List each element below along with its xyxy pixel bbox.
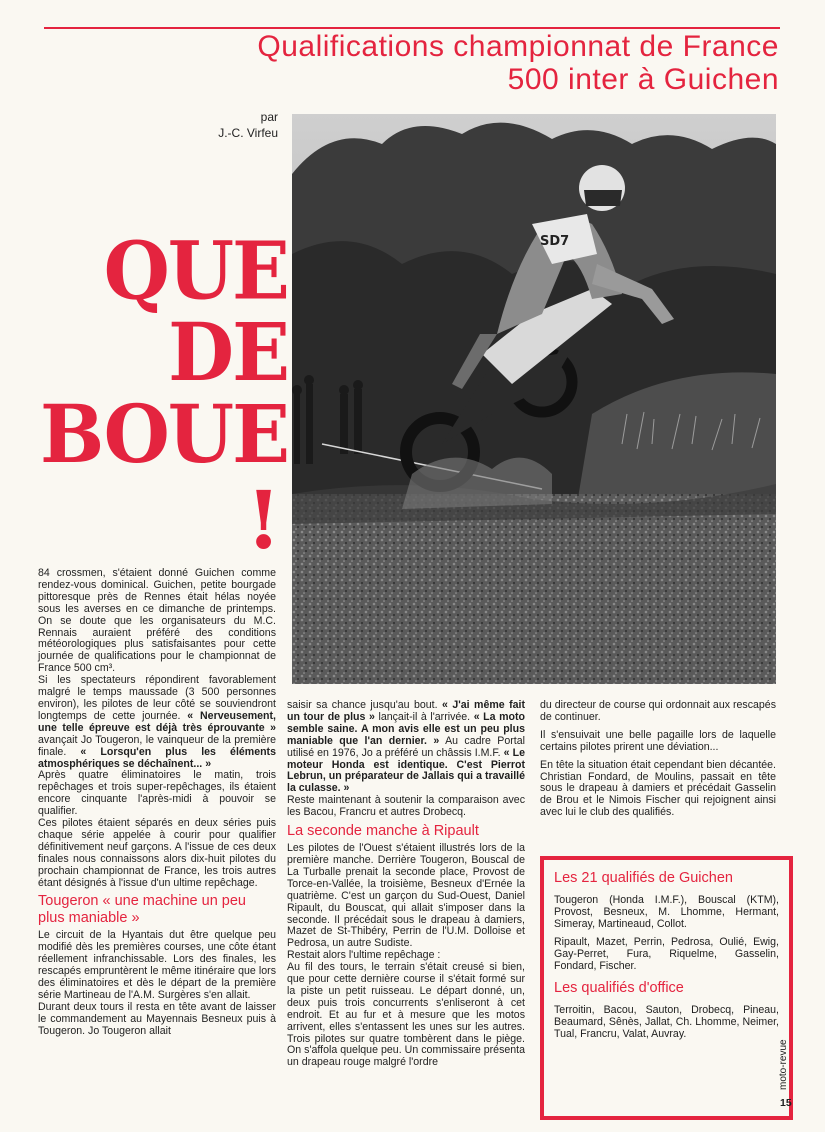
paragraph <box>38 675 276 770</box>
qualified-list-1: Tougeron (Honda I.M.F.), Bouscal (KTM), Provost, Besneux, M. Lhomme, Hermant, Simeray, Martineaud, Collot. <box>554 894 779 930</box>
paragraph: Il s'ensuivait une belle pagaille lors de laquelle certains pilotes prirent une déviation... <box>540 728 776 753</box>
box-heading-office: Les qualifiés d'office <box>554 980 684 996</box>
headline-line-1: QUE <box>103 223 288 318</box>
text-run: saisir sa chance jusqu'au bout. <box>287 699 442 711</box>
paragraph: Durant deux tours il resta en tête avant de laisser le commandement au Mayennais Besneux puis à Tougeron. Jo Tougeron allait <box>38 1000 276 1037</box>
quote: « La moto semble saine. A mon avis elle est un peu plus maniable que l'an dernier. » <box>287 710 525 747</box>
headline-exclamation: ! <box>246 473 282 567</box>
paragraph <box>287 700 525 795</box>
paragraph: Restait alors l'ultime repêchage : <box>287 949 441 962</box>
text-run: lançait-il à l'arrivée. <box>374 710 474 723</box>
motocross-photo <box>292 114 776 684</box>
paragraph: du directeur de course qui ordonnait aux rescapés de continuer. <box>540 699 776 723</box>
headline-line-2: DE <box>168 305 288 400</box>
subheading-ripault: La seconde manche à Ripault <box>287 823 479 840</box>
article-column-3 <box>540 700 776 819</box>
qualified-riders-box <box>540 856 793 1120</box>
photo-illustration <box>292 114 776 684</box>
paragraph: Le circuit de la Hyantais dut être quelque peu modifié dès les premières courses, une côte étant réellement infranchissable. Lors des finales, les rescapés empruntèrent le même itinéraire que lors des éliminatoires et dès le départ de la première série Martineau de l'A.M. Surgères s'en allait. <box>38 929 276 1001</box>
rider-bib: SD7 <box>540 234 570 249</box>
box-heading-qualified: Les 21 qualifiés de Guichen <box>554 870 733 886</box>
text-run: avançait Jo Tougeron, le vainqueur de la première finale. <box>38 733 276 758</box>
magazine-name-text: moto-revue <box>778 1039 789 1090</box>
quote: « Nerveusement, une telle épreuve est déjà très éprouvante » <box>38 709 276 734</box>
subheading-tougeron: Tougeron « une machine un peu plus maniable » <box>38 893 246 927</box>
paragraph: 84 crossmen, s'étaient donné Guichen comme rendez-vous dominical. Guichen, petite bourgade pittoresque près de Rennes était hélas noyée sous les averses en ce dimanche de printemps. On se doute que les organisateurs du M.C. Rennais auraient préféré des conditions météorologiques plus satisfaisantes pour cette journée de qualifications pour le championnat de France 500 cm³. <box>38 567 276 675</box>
top-rule <box>44 27 780 29</box>
headline <box>38 223 288 481</box>
title-line-2: 500 inter à Guichen <box>507 63 779 96</box>
article-title <box>139 30 779 96</box>
magazine-name <box>778 1030 792 1090</box>
page-number: 15 <box>780 1097 792 1109</box>
article-column-2 <box>287 700 525 1069</box>
quote: « J'ai même fait un tour de plus » <box>287 699 525 723</box>
qualified-list-2: Ripault, Mazet, Perrin, Pedrosa, Oulié, Ewig, Gay-Perret, Fura, Riquelme, Gasselin, Fondard, Fischer. <box>554 936 779 972</box>
paragraph: Les pilotes de l'Ouest s'étaient illustrés lors de la première manche. Derrière Tougeron, Bouscal de La Turballe prenait la seconde place, Provost de Torce-en-Vallée, la troisième, Besneux d'Ernée la quatrième. C'est un garçon du Sud-Ouest, Daniel Ripault, du Bouscat, qui allait s'imposer dans la seconde. Il précédait sous le drapeau à damiers, Mazet de St-Thibéry, Perrin de l'U.M. Dolloise et Pedrosa, un autre Sudiste. <box>287 842 525 950</box>
paragraph: En tête la situation était cependant bien décantée. Christian Fondard, de Moulins, passait en tête sous le drapeau à damiers et précédait Gasselin de Brou et le Nimois Fischer qui rejoignent ainsi avec lui le club des qualifiés. <box>540 758 776 819</box>
paragraph: Après quatre éliminatoires le matin, trois repêchages et trois super-repêchages, ils étaient encore cinquante l'après-midi à pouvoir se qualifier. <box>38 769 276 818</box>
quote: « Lorsqu'en plus les éléments atmosphériques se déchaînent... » <box>38 745 276 770</box>
article-column-1 <box>38 568 276 1038</box>
qualified-office-list: Terroitin, Bacou, Sauton, Drobecq, Pineau, Beaumard, Sênès, Jallat, Ch. Lhomme, Neimer, Tual, Francru, Valat, Auvray. <box>554 1004 779 1040</box>
byline <box>218 109 278 141</box>
title-line-1: Qualifications championnat de France <box>257 30 779 63</box>
byline-author: J.-C. Virfeu <box>218 126 278 140</box>
quote: « Le moteur Honda est identique. C'est Pierrot Lebrun, un préparateur de Jallais qui a travaillé la culasse. » <box>287 746 525 795</box>
headline-line-3: BOUE <box>39 387 288 481</box>
byline-par: par <box>260 110 278 124</box>
paragraph: Reste maintenant à soutenir la comparaison avec les Bacou, Francru et autres Drobecq. <box>287 794 525 819</box>
paragraph: Au fil des tours, le terrain s'était creusé si bien, que pour cette dernière course il s'était formé sur la piste un petit ruisseau. Le départ donné, un, deux puis trois concurrents s'enliseront à cet endroit. Et au fur et à mesure que les motos arrivent, elles s'entassent les unes sur les autres. Trois pilotes sur quatre tombèrent dans le piège. On s'affola quelque peu. Un commissaire présenta un drapeau rouge malgré l'ordre <box>287 961 525 1069</box>
paragraph: Ces pilotes étaient séparés en deux séries puis chaque série appelée à courir pour qualifier définitivement neuf garçons. A l'issue de ces deux finales nous connaissons alors dix-huit pilotes du prochain championnat de France, les trois autres étant désignés à l'issue d'un ultime repêchage. <box>38 817 276 889</box>
text-run: Si les spectateurs répondirent favorablement malgré le temps maussade (3 500 personnes environ), les pilotes de leur côté se souviendront longtemps de cette journée. <box>38 674 276 722</box>
text-run: Au cadre Portal utilisé en 1976, Jo a préféré un châssis I.M.F. <box>287 734 525 759</box>
